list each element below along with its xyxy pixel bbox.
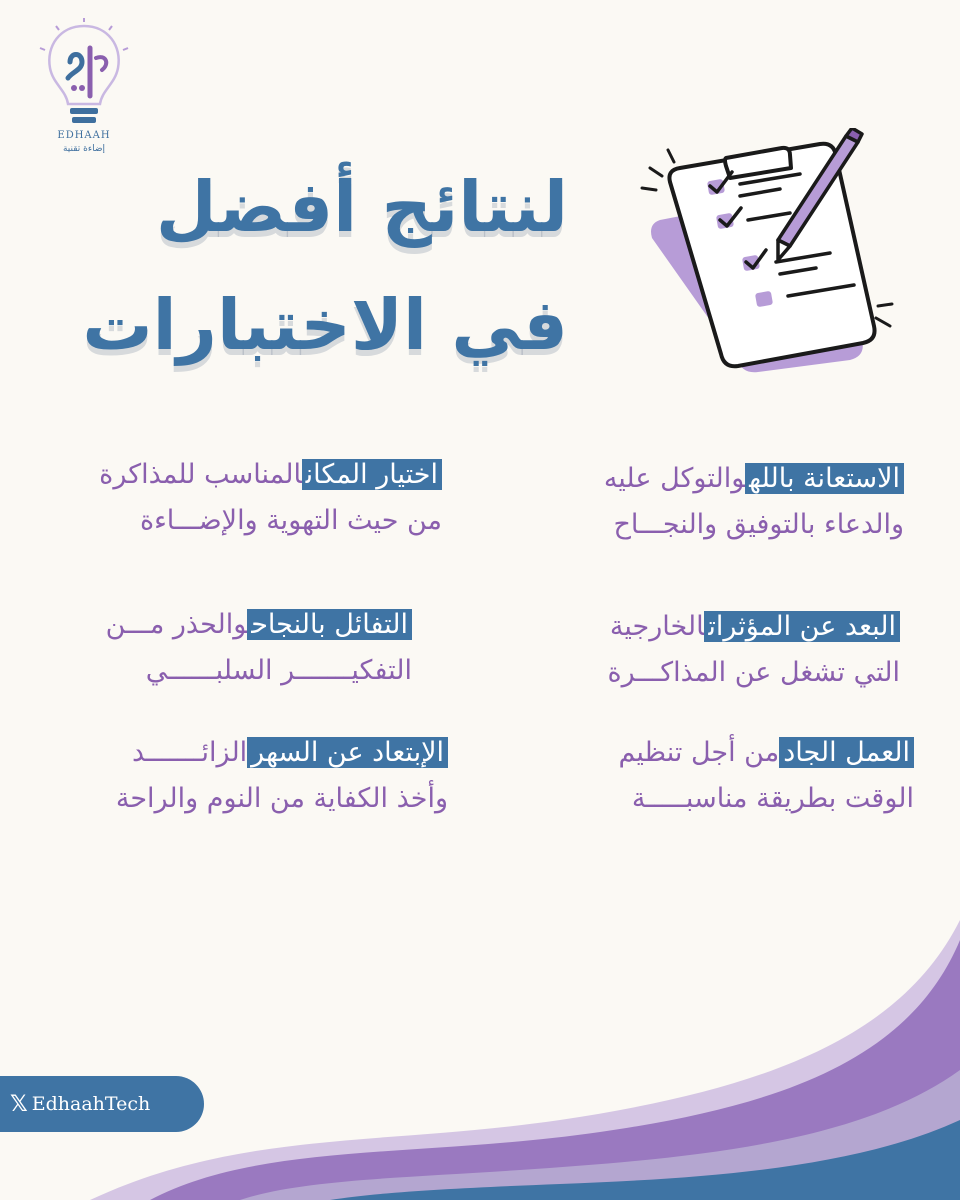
lightbulb-logo-icon — [34, 18, 134, 130]
page-title-line-1: لنتائج أفضل — [155, 166, 568, 248]
tip-line-2: التفكيـــــــر السلبــــــي — [145, 655, 412, 686]
page-title-line-2: في الاختبارات — [82, 284, 568, 366]
tip-highlight: التفائل بالنجاح — [247, 609, 412, 640]
logo-subtitle-text: إضاءة تقنية — [62, 144, 105, 154]
tip-text: من أجل تنظيم — [618, 737, 780, 768]
tip-highlight: الإبتعاد عن السهر — [247, 737, 448, 768]
tip-highlight: الاستعانة بالله — [745, 463, 904, 494]
tip-text: المناسب للمذاكرة — [99, 459, 302, 490]
tip-line-2: التي تشغل عن المذاكـــرة — [607, 657, 900, 688]
decorative-waves — [0, 880, 960, 1200]
clipboard-illustration — [640, 128, 910, 388]
tip-text: والحذر مـــن — [105, 609, 248, 640]
tip-item — [106, 602, 412, 694]
tip-line-2: الوقت بطريقة مناسبـــــة — [631, 783, 914, 814]
x-logo-icon: 𝕏 — [10, 1091, 28, 1117]
edhaah-logo — [34, 18, 144, 158]
tip-highlight: العمل الجاد — [779, 737, 914, 768]
logo-brand-text: EDHAAH — [57, 130, 111, 141]
tip-text: والتوكل عليه — [603, 463, 746, 494]
tip-text: الخارجية — [609, 611, 705, 642]
tip-item — [604, 456, 904, 548]
tip-item — [99, 452, 442, 544]
tip-highlight: البعد عن المؤثرات — [704, 611, 900, 642]
tip-item — [116, 730, 448, 822]
clipboard-checklist-icon — [640, 128, 910, 388]
tip-highlight: اختيار المكان — [302, 459, 442, 490]
tip-item — [607, 604, 900, 696]
tip-line-2: وأخذ الكفاية من النوم والراحة — [115, 783, 448, 814]
tip-line-2: من حيث التهوية والإضـــاءة — [139, 505, 442, 536]
social-handle-text: EdhaahTech — [31, 1093, 151, 1115]
tip-text: الزائـــــــد — [131, 737, 248, 768]
tip-item — [618, 730, 914, 822]
social-handle-pill[interactable] — [0, 1076, 204, 1132]
tip-line-2: والدعاء بالتوفيق والنجـــاح — [613, 509, 904, 540]
